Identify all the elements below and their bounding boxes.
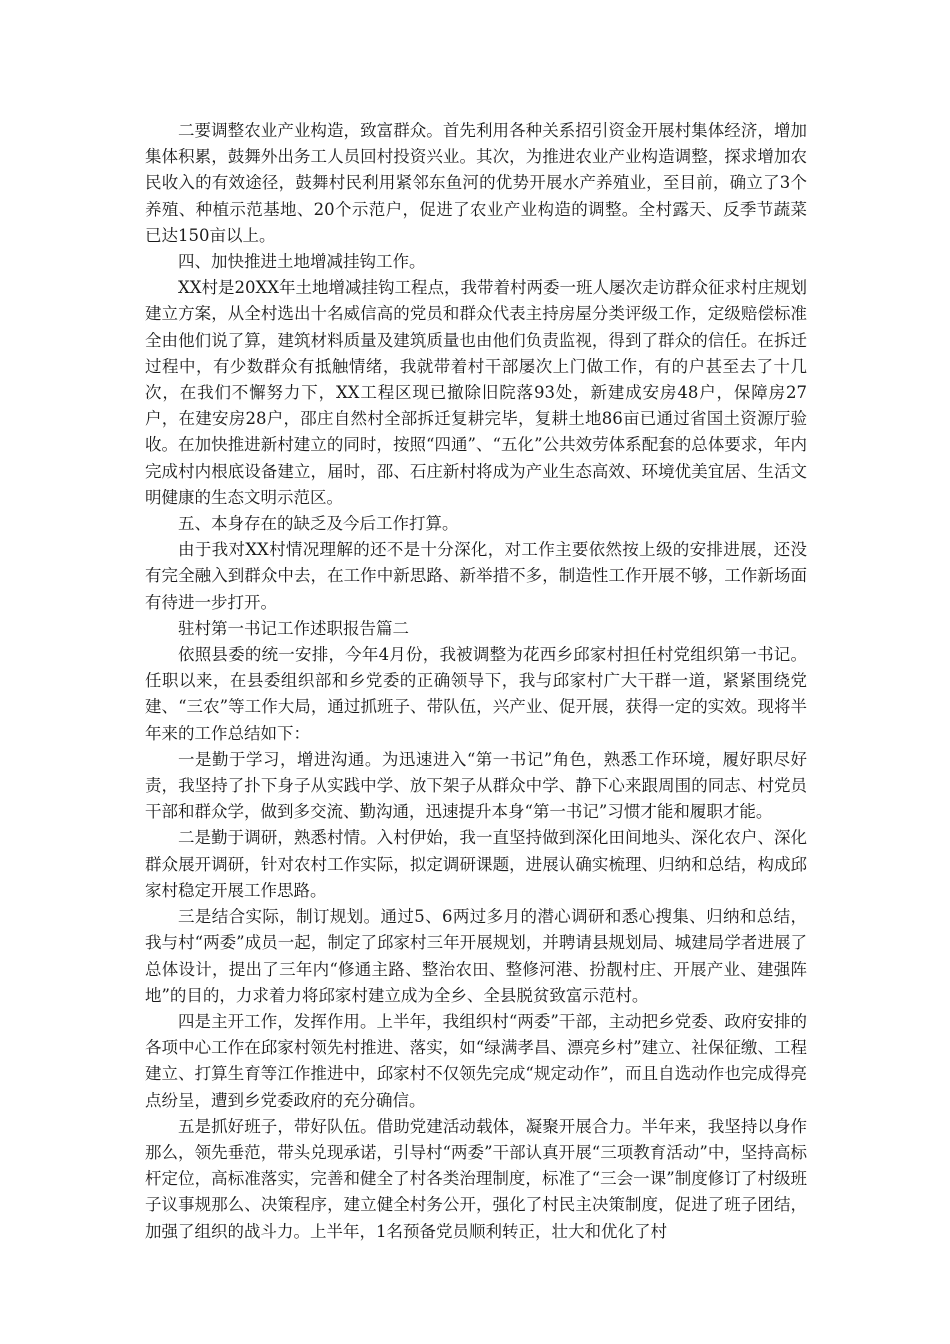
paragraph-planning: 三是结合实际，制订规划。通过5、6两过多月的潜心调研和悉心搜集、归纳和总结，我与村“两委”成员一起，制定了邱家村三年开展规划，并聘请县规划局、城建局学者进展了总体设计，提出了三年内“修通主路、整治农田、整修河港、扮靓村庄、开展产业、建强阵地”的目的，力求着力将邱家村建立成为全乡、全县脱贫致富示范村。 xyxy=(145,907,807,1005)
paragraph-study: 一是勤于学习，增进沟通。为迅速进入“第一书记”角色，熟悉工作环境，履好职尽好责，我坚持了扑下身子从实践中学、放下架子从群众中学、静下心来跟周围的同志、村党员干部和群众学，做到多交流、勤沟通，迅速提升本身“第一书记”习惯才能和履职才能。 xyxy=(145,749,807,822)
document-body xyxy=(145,118,807,1245)
paragraph-land-linkage: XX村是20XX年土地增减挂钩工程点，我带着村两委一班人屡次走访群众征求村庄规划建立方案，从全村选出十名威信高的党员和群众代表主持房屋分类评级工作，定级赔偿标准全由他们说了算，建筑材料质量及建筑质量也由他们负责监视，得到了群众的信任。在拆迁过程中，有少数群众有抵触情绪，我就带着村干部屡次上门做工作，有的户甚至去了十几次，在我们不懈努力下，XX工程区现已撤除旧院落93处，新建成安房48户，保障房27户，在建安房28户，邵庄自然村全部拆迁复耕完毕，复耕土地86亩已通过省国土资源厅验收。在加快推进新村建立的同时，按照“四通”、“五化”公共效劳体系配套的总体要求，年内完成村内根底设备建立，届时，邵、石庄新村将成为产业生态高效、环境优美宜居、生活文明健康的生态文明示范区。 xyxy=(145,278,807,507)
paragraph-work-role: 四是主开工作，发挥作用。上半年，我组织村“两委”干部，主动把乡党委、政府安排的各项中心工作在邱家村领先村推进、落实，如“绿满孝昌、漂亮乡村”建立、社保征缴、工程建立、打算生育等江作推进中，邱家村不仅领先完成“规定动作”，而且自选动作也完成得亮点纷呈，遭到乡党委政府的充分确信。 xyxy=(145,1011,807,1110)
paragraph-team: 五是抓好班子，带好队伍。借助党建活动载体，凝聚开展合力。半年来，我坚持以身作那么，领先垂范，带头兑现承诺，引导村“两委”干部认真开展“三项教育活动”中，坚持高标杆定位，高标准落实，完善和健全了村各类治理制度，标准了“三会一课”制度修订了村级班子议事规那么、决策程序，建立健全村务公开，强化了村民主决策制度，促进了班子团结，加强了组织的战斗力。上半年，1名预备党员顺利转正，壮大和优化了村 xyxy=(145,1116,807,1241)
paragraph-shortcomings: 由于我对XX村情况理解的还不是十分深化，对工作主要依然按上级的安排进展，还没有完全融入到群众中去，在工作中新思路、新举措不多，制造性工作开展不够，工作新场面有待进一步打开。 xyxy=(145,540,807,612)
heading-shortcomings: 五、本身存在的缺乏及今后工作打算。 xyxy=(178,514,459,534)
paragraph-intro-part-two: 依照县委的统一安排，今年4月份，我被调整为花西乡邱家村担任村党组织第一书记。任职以来，在县委组织部和乡党委的正确领导下，我与邱家村广大干群一道，紧紧围绕党建、“三农”等工作大局，通过抓班子、带队伍，兴产业、促开展，获得一定的实效。现将半年来的工作总结如下： xyxy=(145,645,807,743)
heading-land-linkage: 四、加快推进土地增减挂钩工作。 xyxy=(178,252,426,272)
paragraph-research: 二是勤于调研，熟悉村情。入村伊始，我一直坚持做到深化田间地头、深化农户、深化群众展开调研，针对农村工作实际，拟定调研课题，进展认确实梳理、归纳和总结，构成邱家村稳定开展工作思路。 xyxy=(145,828,807,900)
paragraph-adjust-industry: 二要调整农业产业构造，致富群众。首先利用各种关系招引资金开展村集体经济，增加集体积累，鼓舞外出务工人员回村投资兴业。其次，为推进农业产业构造调整，探求增加农民收入的有效途径，鼓舞村民利用紧邻东鱼河的优势开展水产养殖业，至目前，确立了3个养殖、种植示范基地、20个示范户，促进了农业产业构造的调整。全村露天、反季节蔬菜已达150亩以上。 xyxy=(145,121,807,245)
section-title-part-two: 驻村第一书记工作述职报告篇二 xyxy=(178,618,409,638)
